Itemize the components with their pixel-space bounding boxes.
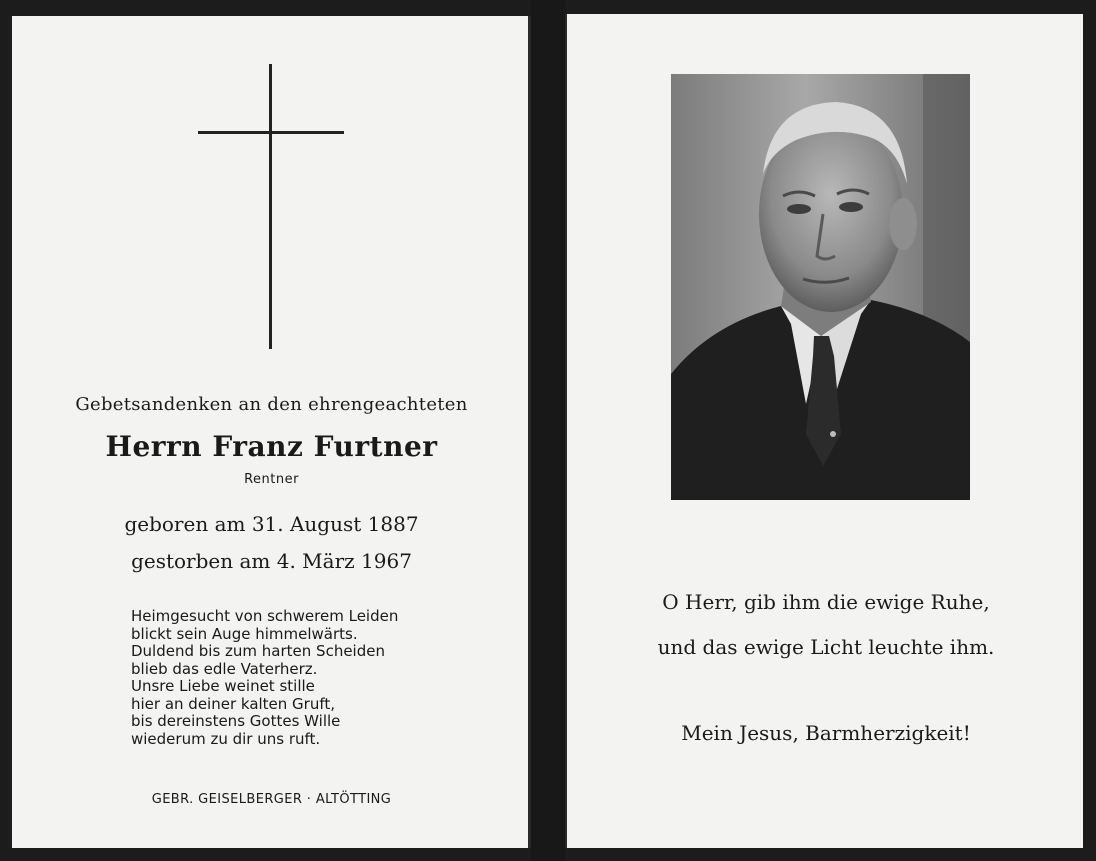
right-card-page [565, 14, 1083, 848]
memorial-poem [131, 608, 471, 748]
prayer-line-1: O Herr, gib ihm die ewige Ruhe, [662, 590, 990, 614]
card-fold [531, 0, 565, 861]
poem-line: hier an deiner kalten Gruft, [131, 694, 336, 713]
prayer-line-3: Mein Jesus, Barmherzigkeit! [681, 721, 971, 745]
portrait-illustration [671, 74, 970, 500]
poem-line: Heimgesucht von schwerem Leiden [131, 607, 399, 625]
birth-date: geboren am 31. August 1887 [124, 512, 419, 536]
cross-icon-horizontal [198, 131, 344, 134]
printer-imprint: GEBR. GEISELBERGER · ALTÖTTING [151, 792, 392, 807]
poem-line: wiederum zu dir uns ruft. [131, 729, 321, 748]
portrait-photo [671, 74, 970, 500]
prayer-line-2: und das ewige Licht leuchte ihm. [657, 635, 995, 659]
poem-line: bis dereinstens Gottes Wille [131, 712, 341, 730]
poem-line: blickt sein Auge himmelwärts. [131, 624, 358, 643]
cross-icon-vertical [269, 64, 272, 349]
deceased-name: Herrn Franz Furtner [105, 430, 438, 463]
poem-line: blieb das edle Vaterherz. [131, 659, 318, 678]
left-card-page [12, 16, 531, 848]
poem-line: Unsre Liebe weinet stille [131, 677, 315, 695]
intro-line: Gebetsandenken an den ehrengeachteten [75, 394, 468, 415]
occupation: Rentner [244, 472, 299, 487]
poem-line: Duldend bis zum harten Scheiden [131, 642, 385, 660]
death-date: gestorben am 4. März 1967 [131, 549, 412, 573]
